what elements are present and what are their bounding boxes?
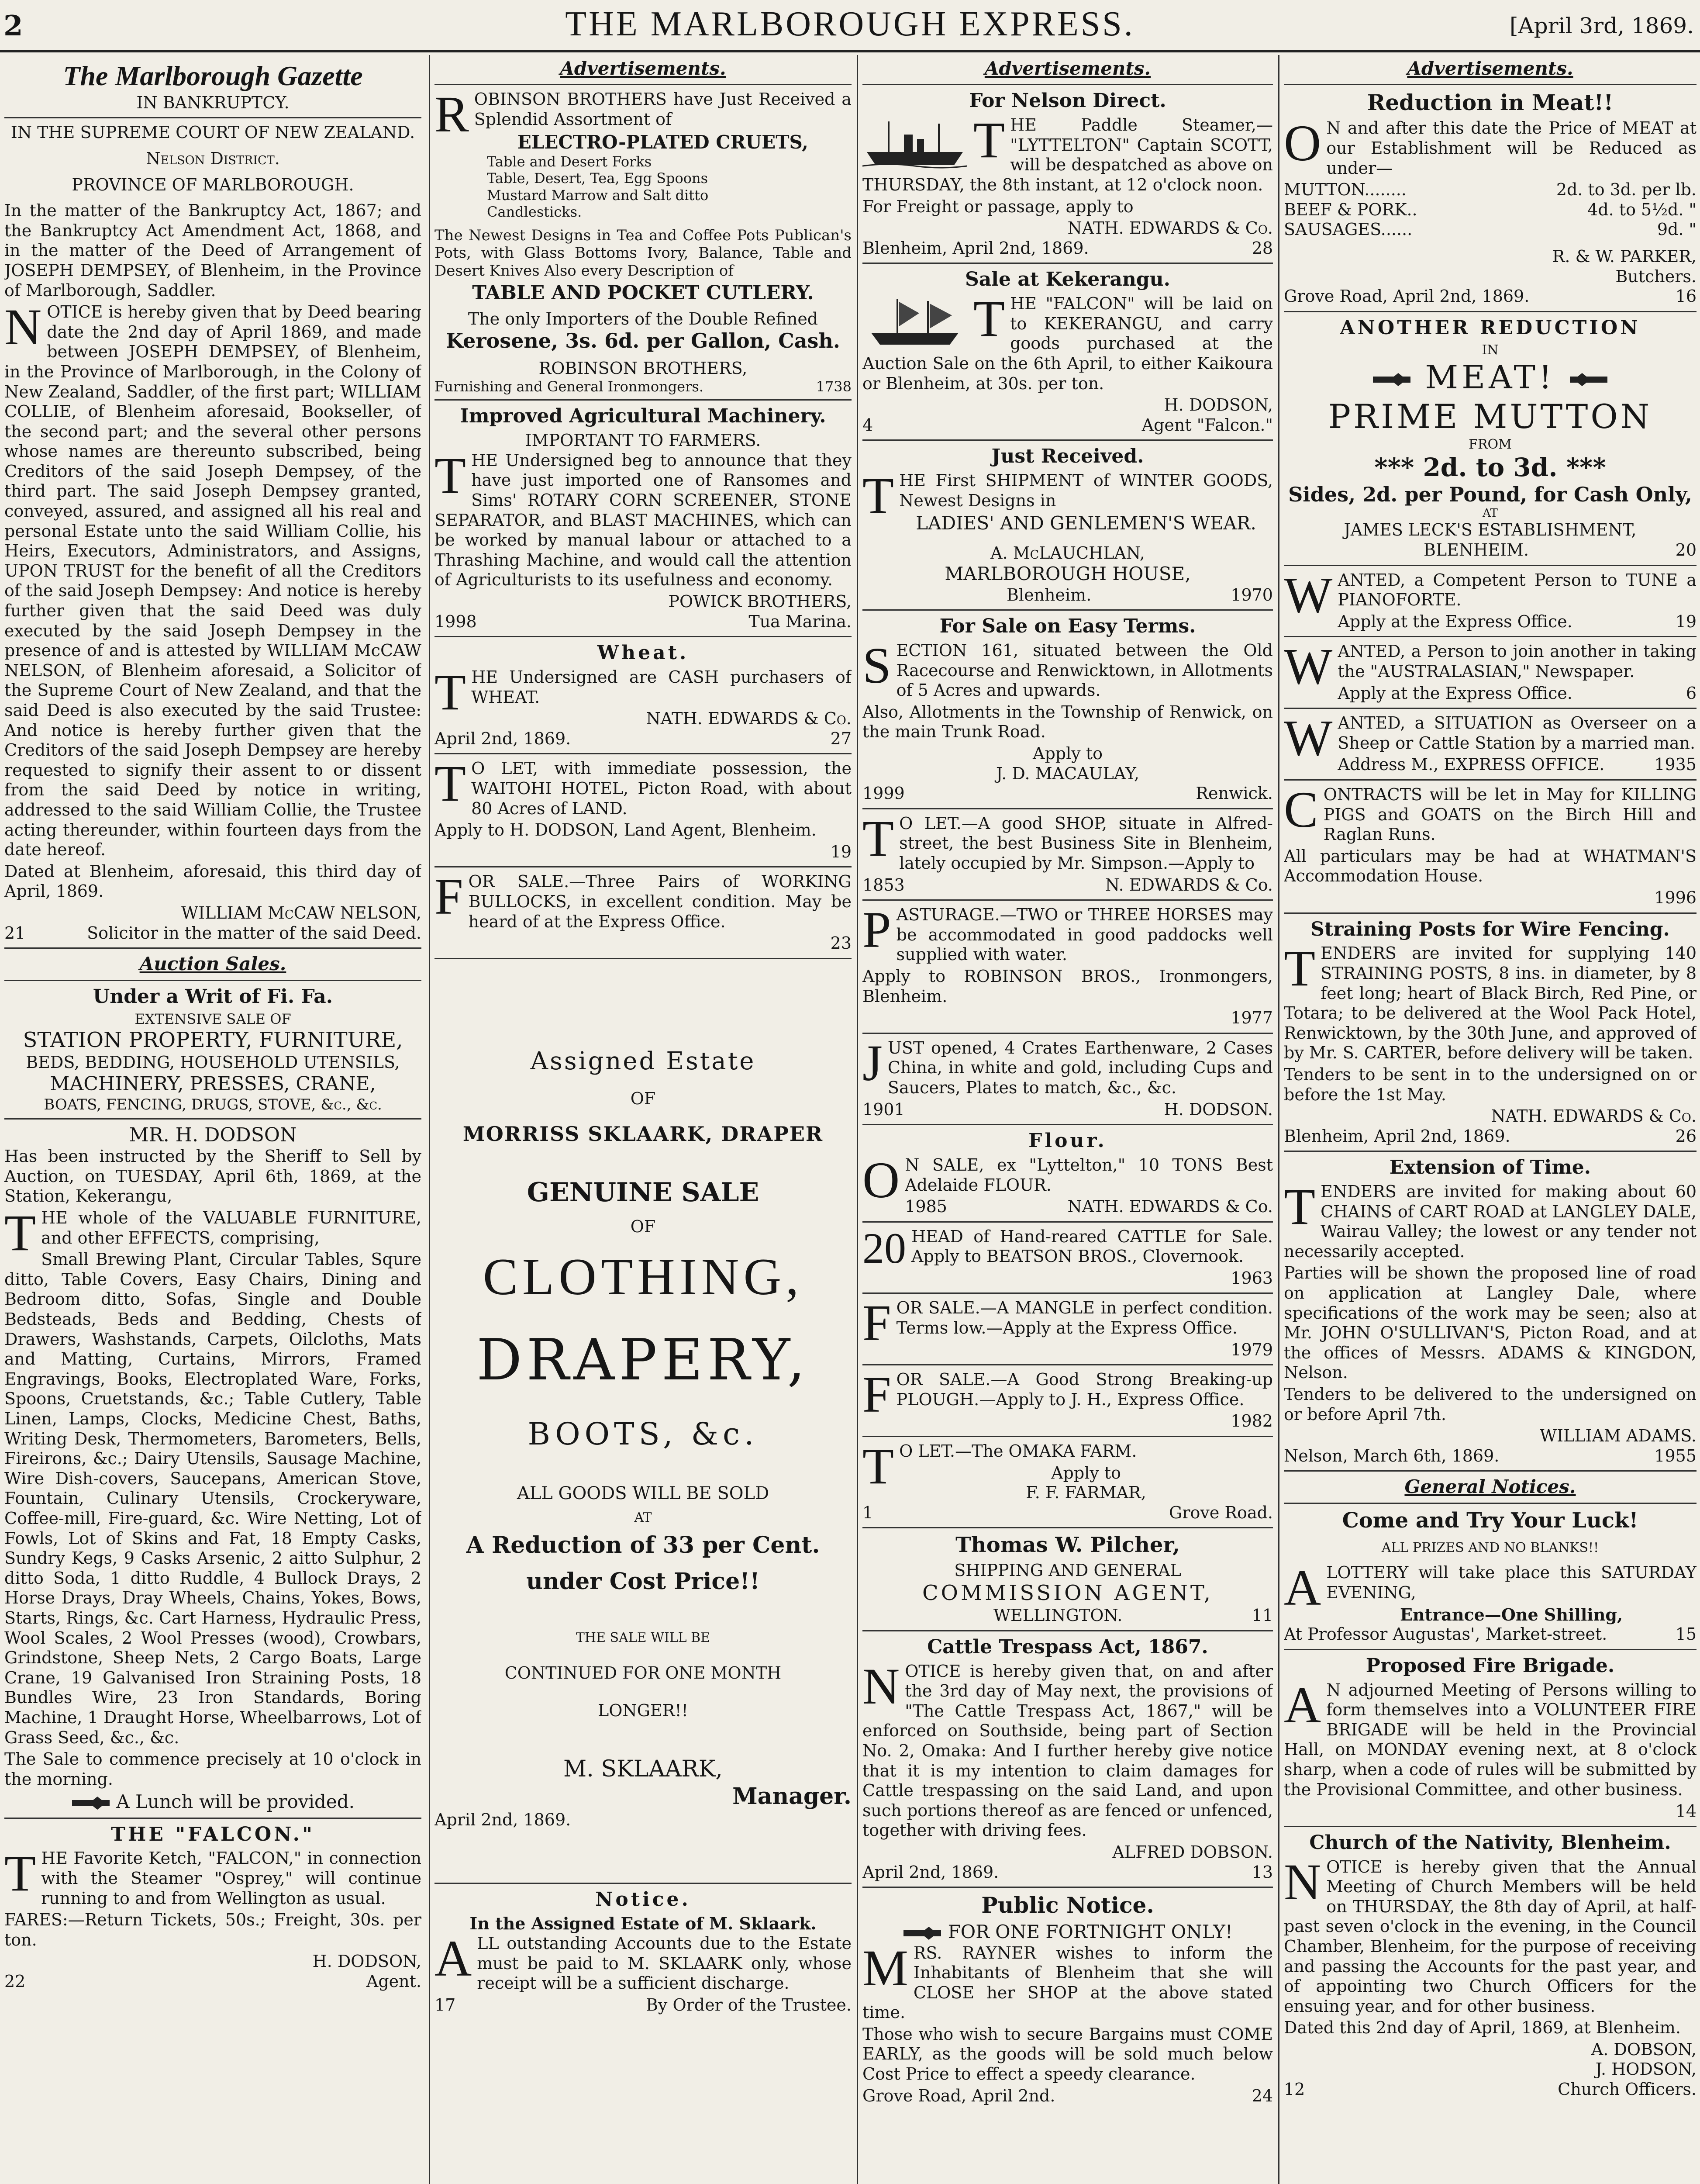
divider bbox=[862, 263, 1273, 264]
newspaper-title: THE MARLBOROUGH EXPRESS. bbox=[565, 5, 1135, 43]
price-row: BEEF & PORK.. 4d. to 5½d. " bbox=[1284, 200, 1697, 219]
pasturage-text: PASTURAGE.—TWO or THREE HORSES may be accommodated in good paddocks well supplied with water. bbox=[862, 901, 1273, 964]
general-title: General Notices. bbox=[1404, 1476, 1576, 1498]
cruets: ELECTRO-PLATED CRUETS, bbox=[517, 131, 808, 153]
church-title: Church of the Nativity, Blenheim. bbox=[1309, 1831, 1671, 1854]
received-text: THE First SHIPMENT of WINTER GOODS, Newest Designs in bbox=[862, 467, 1273, 525]
whole-text: THE whole of the VALUABLE FURNITURE, and other EFFECTS, comprising, bbox=[4, 1204, 421, 1262]
extension-title: Extension of Time. bbox=[1389, 1156, 1591, 1179]
divider bbox=[1284, 1151, 1697, 1152]
omaka-apply: Apply to bbox=[1051, 1463, 1121, 1482]
advertisements-header: Advertisements. bbox=[560, 58, 726, 79]
divider bbox=[1284, 1649, 1697, 1650]
pointing-hand-icon bbox=[1569, 372, 1608, 387]
divider bbox=[1284, 708, 1697, 709]
received-title: Just Received. bbox=[991, 445, 1144, 468]
general-foot: At Professor Augustas', Market-street. 15 bbox=[1284, 1624, 1697, 1644]
nelson-title: For Nelson Direct. bbox=[969, 90, 1166, 112]
trespass-title: Cattle Trespass Act, 1867. bbox=[927, 1635, 1208, 1658]
pointing-hand-icon bbox=[71, 1796, 110, 1811]
received-foot: Blenheim. 1970 bbox=[1007, 585, 1273, 605]
flour-title: Flour. bbox=[1028, 1130, 1107, 1152]
pointing-hand-icon bbox=[1372, 372, 1411, 387]
drop-cap: T bbox=[434, 755, 466, 812]
district: Nelson District. bbox=[146, 149, 280, 168]
bullocks-num: 23 bbox=[830, 933, 852, 953]
falcon-title: THE "FALCON." bbox=[111, 1823, 315, 1845]
divider bbox=[862, 1436, 1273, 1437]
sale-will: THE SALE WILL BE bbox=[576, 1630, 710, 1646]
steamer-icon bbox=[862, 117, 967, 169]
divider bbox=[434, 399, 852, 401]
divider bbox=[4, 117, 421, 118]
opened-foot: 1901 H. DODSON. bbox=[862, 1099, 1273, 1119]
drop-cap: T bbox=[1284, 1178, 1316, 1236]
piano-foot: Apply at the Express Office. 19 bbox=[1338, 612, 1697, 631]
designs-text: The Newest Designs in Tea and Coffee Pots Publican's Pots, with Glass Bottoms Ivory, Balance, Table and Desert Knives Also every Description of bbox=[434, 226, 852, 280]
under-cost: under Cost Price!! bbox=[526, 1568, 760, 1595]
column-rule bbox=[1278, 55, 1279, 2184]
notice-text: ALL outstanding Accounts due to the Estate must be paid to M. SKLAARK only, whose receipt will be a sufficient discharge. bbox=[434, 1930, 852, 1993]
another-at: AT bbox=[1483, 507, 1498, 520]
drop-cap: T bbox=[862, 467, 894, 525]
wheat-signer: NATH. EDWARDS & Co. bbox=[646, 709, 852, 729]
drop-cap: F bbox=[434, 868, 463, 926]
signature: WILLIAM McCAW NELSON, bbox=[181, 903, 421, 923]
divider bbox=[1284, 565, 1697, 566]
all-goods: ALL GOODS WILL BE SOLD bbox=[517, 1483, 769, 1504]
easy-also: Also, Allotments in the Township of Renwick, on the main Trunk Road. bbox=[862, 702, 1273, 742]
drop-cap: M bbox=[862, 1939, 908, 1997]
easy-title: For Sale on Easy Terms. bbox=[939, 615, 1196, 638]
fortnight-line: FOR ONE FORTNIGHT ONLY! bbox=[862, 1921, 1273, 1943]
nelson-foot: Blenheim, April 2nd, 1869. 28 bbox=[862, 238, 1273, 258]
auctioneer: MR. H. DODSON bbox=[129, 1123, 297, 1146]
divider bbox=[4, 980, 421, 981]
divider bbox=[862, 1221, 1273, 1223]
auction-section-title: Auction Sales. bbox=[139, 953, 286, 975]
gazette-subtitle: IN BANKRUPTCY. bbox=[136, 93, 290, 112]
pasturage-num: 1977 bbox=[1231, 1008, 1273, 1028]
kekerangu-text: THE "FALCON" will be laid on to KEKERANGU, and carry goods purchased at the Auction Sale on the 6th April, to either Kaikoura or Blenheim, at 30s. per ton. bbox=[862, 290, 1273, 393]
church-foot: 12 Church Officers. bbox=[1284, 2080, 1697, 2099]
divider bbox=[434, 84, 852, 85]
posts-foot: Blenheim, April 2nd, 1869. 26 bbox=[1284, 1126, 1697, 1146]
reduction: A Reduction of 33 per Cent. bbox=[466, 1532, 820, 1559]
omaka-text: T O LET.—The OMAKA FARM. bbox=[862, 1438, 1137, 1495]
issue-date: [April 3rd, 1869. bbox=[1509, 13, 1694, 38]
sailing-ship-icon bbox=[862, 296, 967, 348]
contracts-text: CONTRACTS will be let in May for KILLING PIGS and GOATS on the Birch Hill and Raglan Runs. bbox=[1284, 781, 1697, 844]
ladies-line: LADIES' AND GENLEMEN'S WEAR. bbox=[916, 512, 1256, 534]
extension-signer: WILLIAM ADAMS. bbox=[1540, 1426, 1697, 1446]
flour-text: O N SALE, ex "Lyttelton," 10 TONS Best Adelaide FLOUR. bbox=[862, 1151, 1273, 1209]
lunch-line: A Lunch will be provided. bbox=[4, 1791, 421, 1813]
divider bbox=[4, 947, 421, 949]
posts-signer: NATH. EDWARDS & Co. bbox=[1491, 1106, 1697, 1126]
drop-cap: T bbox=[1284, 940, 1316, 997]
nelson-signer: NATH. EDWARDS & Co. bbox=[1067, 218, 1273, 238]
lottery-text: ALOTTERY will take place this SATURDAY EVENING, bbox=[1284, 1559, 1697, 1617]
public-text: MRS. RAYNER wishes to inform the Inhabitants of Blenheim that she will CLOSE her SHOP at the above stated time. bbox=[862, 1939, 1273, 2022]
robinson-text: ROBINSON BROTHERS have Just Received a Splendid Assortment of bbox=[434, 86, 852, 143]
extension-tenders: Tenders to be delivered to the undersigned on or before April 7th. bbox=[1284, 1385, 1697, 1424]
drop-cap: T bbox=[434, 446, 466, 504]
pilcher-name: Thomas W. Pilcher, bbox=[955, 1533, 1180, 1558]
column-1 bbox=[4, 55, 421, 2184]
sides-line: Sides, 2d. per Pound, for Cash Only, bbox=[1288, 483, 1692, 507]
another-in: IN bbox=[1482, 342, 1499, 358]
drop-cap: T bbox=[973, 111, 1005, 169]
falcon-signer: H. DODSON, bbox=[312, 1952, 421, 1971]
waitohi-text: T O LET, with immediate possession, the WAITOHI HOTEL, Picton Road, with about 80 Acres of LAND. bbox=[434, 755, 852, 818]
masthead bbox=[0, 0, 1700, 52]
public-title: Public Notice. bbox=[981, 1892, 1154, 1918]
column-4 bbox=[1284, 55, 1697, 2184]
drop-cap: S bbox=[862, 637, 891, 695]
pilcher-line2: COMMISSION AGENT, bbox=[922, 1580, 1214, 1605]
trespass-foot: April 2nd, 1869. 13 bbox=[862, 1862, 1273, 1882]
meat-role: Butchers. bbox=[1615, 266, 1697, 286]
contracts-num: 1996 bbox=[1654, 888, 1697, 907]
province: PROVINCE OF MARLBOROUGH. bbox=[72, 175, 354, 194]
drop-cap: C bbox=[1284, 781, 1318, 839]
list-item: Table and Desert Forks bbox=[487, 153, 652, 170]
pointing-hand-icon bbox=[903, 1926, 942, 1941]
longer: LONGER!! bbox=[598, 1700, 688, 1720]
wheat-text: THE Undersigned are CASH purchasers of WHEAT. bbox=[434, 663, 852, 721]
kekerangu-signer: H. DODSON, bbox=[1164, 395, 1273, 415]
divider bbox=[1284, 912, 1697, 914]
waitohi-num: 19 bbox=[830, 842, 852, 861]
divider bbox=[1284, 311, 1697, 312]
kekerangu-foot: 4 Agent "Falcon." bbox=[862, 415, 1273, 435]
drop-cap: F bbox=[862, 1294, 891, 1352]
divider bbox=[1284, 1470, 1697, 1472]
drop-cap: W bbox=[1284, 709, 1333, 767]
meat-signer: R. & W. PARKER, bbox=[1552, 246, 1697, 266]
divider bbox=[1284, 84, 1697, 85]
column-rule bbox=[429, 55, 430, 2184]
drop-cap: F bbox=[862, 1366, 891, 1424]
drop-cap: J bbox=[862, 1034, 883, 1092]
divider bbox=[434, 958, 852, 959]
continued: CONTINUED FOR ONE MONTH bbox=[504, 1663, 782, 1683]
notice-foot: 17 By Order of the Trustee. bbox=[434, 1995, 852, 2015]
notice-title: Notice. bbox=[595, 1888, 691, 1911]
public-those: Those who wish to secure Bargains must COME EARLY, as the goods will be sold much below Cost Price to effect a speedy clearance. bbox=[862, 2024, 1273, 2084]
divider bbox=[862, 439, 1273, 441]
cattle-text: 20 HEAD of Hand-reared CATTLE for Sale. Apply to BEATSON BROS., Clovernook. bbox=[862, 1223, 1273, 1272]
church-sig1: A. DOBSON, bbox=[1591, 2039, 1697, 2059]
manager: Manager. bbox=[732, 1783, 852, 1810]
gazette-title: The Marlborough Gazette bbox=[63, 60, 363, 91]
writ-heading: Under a Writ of Fi. Fa. bbox=[93, 985, 333, 1008]
piano-text: WANTED, a Competent Person to TUNE a PIANOFORTE. bbox=[1284, 566, 1697, 624]
flour-foot: 1985 NATH. EDWARDS & Co. bbox=[905, 1197, 1273, 1216]
divider bbox=[862, 1887, 1273, 1888]
station-line: STATION PROPERTY, FURNITURE, bbox=[23, 1027, 403, 1052]
easy-foot: 1999 Renwick. bbox=[862, 784, 1273, 803]
divider bbox=[1284, 1826, 1697, 1827]
church-sig2: J. HODSON, bbox=[1595, 2060, 1697, 2079]
wheat-title: Wheat. bbox=[597, 642, 689, 664]
opened-text: JUST opened, 4 Crates Earthenware, 2 Cases China, in white and gold, including Cups and Saucers, Plates to match, &c., &c. bbox=[862, 1034, 1273, 1097]
overseer-text: WANTED, a SITUATION as Overseer on a Sheep or Cattle Station by a married man. bbox=[1284, 709, 1697, 767]
pilcher-line1: SHIPPING AND GENERAL bbox=[954, 1561, 1181, 1580]
falcon-foot: 22 Agent. bbox=[4, 1972, 421, 1991]
bullocks-text: FOR SALE.—Three Pairs of WORKING BULLOCKS, in excellent condition. May be heard of at the Express Office. bbox=[434, 868, 852, 931]
advertisements-header: Advertisements. bbox=[1407, 58, 1573, 79]
price-row: MUTTON........ 2d. to 3d. per lb. bbox=[1284, 180, 1697, 200]
importers: The only Importers of the Double Refined bbox=[468, 309, 818, 328]
nelson-text: THE Paddle Steamer,— "LYTTELTON" Captain SCOTT, will be despatched as above on THURSDAY, the 8th instant, at 12 o'clock noon. bbox=[862, 111, 1273, 194]
of-2: OF bbox=[630, 1216, 656, 1236]
omaka-foot: 1 Grove Road. bbox=[862, 1503, 1273, 1522]
drop-cap: N bbox=[1284, 1853, 1321, 1911]
robinson-foot: Furnishing and General Ironmongers. 1738 bbox=[434, 378, 852, 395]
divider bbox=[4, 1818, 421, 1819]
extension-foot: Nelson, March 6th, 1869. 1955 bbox=[1284, 1446, 1697, 1465]
come-line: Come and Try Your Luck! bbox=[1342, 1508, 1638, 1533]
extension-text: TENDERS are invited for making about 60 CHAINS of CART ROAD at LANGLEY DALE, Wairau Valley; the lowest or any tender not necessarily accepted. bbox=[1284, 1178, 1697, 1261]
overseer-foot: Address M., EXPRESS OFFICE. 1935 bbox=[1338, 755, 1697, 774]
wheat-foot: April 2nd, 1869. 27 bbox=[434, 729, 852, 748]
drop-cap: A bbox=[1284, 1676, 1321, 1734]
another-from: FROM bbox=[1469, 436, 1512, 452]
matter-text: In the matter of the Bankruptcy Act, 1867; and the Bankruptcy Act Amendment Act, 1868, and in the matter of the Deed of Arrangement of JOSEPH DEMPSEY, of Blenheim, in the Province of Marlborough, Saddler. bbox=[4, 201, 421, 300]
falcon-text: THE Favorite Ketch, "FALCON," in connection with the Steamer "Osprey," will continue running to and from Wellington as usual. bbox=[4, 1845, 421, 1908]
shop-text: T O LET.—A good SHOP, situate in Alfred-street, the best Business Site in Blenheim, lately occupied by Mr. Simpson.—Apply to bbox=[862, 809, 1273, 873]
of-1: OF bbox=[630, 1089, 656, 1108]
machinery-signer: POWICK BROTHERS, bbox=[668, 592, 852, 612]
cruet-list bbox=[434, 153, 852, 221]
machinery-foot: 1998 Tua Marina. bbox=[434, 612, 852, 631]
leck: JAMES LECK'S ESTABLISHMENT, bbox=[1344, 520, 1637, 540]
dated-line: Dated at Blenheim, aforesaid, this third day of April, 1869. bbox=[4, 861, 421, 901]
shop-foot: 1853 N. EDWARDS & Co. bbox=[862, 875, 1273, 895]
plough-num: 1982 bbox=[1231, 1411, 1273, 1431]
australasian-foot: Apply at the Express Office. 6 bbox=[1338, 683, 1697, 703]
drop-number: 20 bbox=[862, 1223, 906, 1272]
posts-title: Straining Posts for Wire Fencing. bbox=[1310, 918, 1670, 940]
drop-cap: W bbox=[1284, 638, 1333, 695]
divider bbox=[4, 1118, 421, 1120]
drop-cap: P bbox=[862, 901, 891, 959]
divider bbox=[862, 1630, 1273, 1631]
pilcher-foot: WELLINGTON. 11 bbox=[993, 1606, 1273, 1625]
trespass-signer: ALFRED DOBSON. bbox=[1112, 1842, 1273, 1862]
sig-line: 21 Solicitor in the matter of the said Deed. bbox=[4, 923, 421, 943]
mangle-text: FOR SALE.—A MANGLE in perfect condition. Terms low.—Apply at the Express Office. bbox=[862, 1294, 1273, 1352]
meat-prices bbox=[1284, 180, 1697, 240]
omaka-signer: F. F. FARMAR, bbox=[1026, 1483, 1146, 1503]
extension-parties: Parties will be shown the proposed line of road on application at Langley Dale, where specifications of the work may be seen; also at Mr. JOHN O'SULLIVAN'S, Picton Road, and at the offices of Messrs. ADAMS & KINGDON, Nelson. bbox=[1284, 1263, 1697, 1382]
cattle-num: 1963 bbox=[1231, 1268, 1273, 1288]
divider bbox=[1284, 1503, 1697, 1504]
machinery-sub: IMPORTANT TO FARMERS. bbox=[525, 431, 761, 450]
drop-cap: T bbox=[862, 1438, 894, 1495]
divider bbox=[862, 1527, 1273, 1528]
brigade-num: 14 bbox=[1675, 1801, 1697, 1821]
machinery-title: Improved Agricultural Machinery. bbox=[460, 405, 826, 428]
sklaark-signer: M. SKLAARK, bbox=[563, 1756, 723, 1783]
drapery: DRAPERY, bbox=[476, 1327, 810, 1393]
divider bbox=[434, 866, 852, 867]
drop-cap: T bbox=[4, 1845, 36, 1902]
page-number: 2 bbox=[3, 10, 23, 42]
fares-text: FARES:—Return Tickets, 50s.; Freight, 30s. per ton. bbox=[4, 1910, 421, 1949]
meat-banner: MEAT! bbox=[1284, 358, 1697, 397]
meat-text: O N and after this date the Price of MEAT at our Establishment will be Reduced as under— bbox=[1284, 114, 1697, 178]
prizes-line: ALL PRIZES AND NO BLANKS!! bbox=[1381, 1540, 1599, 1556]
drop-cap: N bbox=[4, 298, 42, 356]
machinery-line: MACHINERY, PRESSES, CRANE, bbox=[50, 1072, 376, 1095]
assigned-estate: Assigned Estate bbox=[530, 1047, 756, 1075]
pasturage-apply: Apply to ROBINSON BROS., Ironmongers, Blenheim. bbox=[862, 966, 1273, 1006]
drop-cap: T bbox=[434, 663, 466, 721]
church-dated: Dated this 2nd day of April, 1869, at Blenheim. bbox=[1284, 2018, 1681, 2038]
robinson-firm: ROBINSON BROTHERS, bbox=[538, 358, 748, 378]
beds-line: BEDS, BEDDING, HOUSEHOLD UTENSILS, bbox=[26, 1053, 400, 1072]
list-item: Table, Desert, Tea, Egg Spoons bbox=[487, 170, 708, 187]
church-text: NOTICE is hereby given that the Annual Meeting of Church Members will be held on THURSDAY, the 8th day of April, at half-past seven o'clock in the evening, in the Council Chamber, Blenheim, for the purpose of receiving and passing the Accounts for the past year, and of appointing two Church Officers for the ensuing year, and for other business. bbox=[1284, 1853, 1697, 2016]
prime-mutton: PRIME MUTTON bbox=[1328, 397, 1652, 436]
column-2 bbox=[434, 55, 852, 2184]
another-foot: BLENHEIM. 20 bbox=[1424, 540, 1697, 560]
at-line: AT bbox=[634, 1510, 652, 1526]
drop-cap: A bbox=[1284, 1559, 1321, 1617]
drop-cap: W bbox=[1284, 566, 1333, 624]
divider bbox=[862, 808, 1273, 809]
divider bbox=[862, 899, 1273, 901]
public-foot: Grove Road, April 2nd. 24 bbox=[862, 2086, 1273, 2105]
easy-apply: Apply to bbox=[1033, 744, 1103, 764]
trespass-text: NOTICE is hereby given that, on and after the 3rd day of May next, the provisions of "The Cattle Trespass Act, 1867," will be enforced on Southside, being part of Section No. 2, Omaka: And I further hereby give notice that it is my intention to claim damages for Cattle trespassing on the said Land, and upon such portions thereof as are fenced or unfenced, together with driving fees. bbox=[862, 1657, 1273, 1840]
boats-line: BOATS, FENCING, DRUGS, STOVE, &c., &c. bbox=[44, 1095, 382, 1113]
column-3 bbox=[862, 55, 1273, 2184]
boots: BOOTS, &c. bbox=[528, 1416, 759, 1452]
plough-text: FOR SALE.—A Good Strong Breaking-up PLOUGH.—Apply to J. H., Express Office. bbox=[862, 1366, 1273, 1424]
divider bbox=[862, 1124, 1273, 1125]
court-heading: IN THE SUPREME COURT OF NEW ZEALAND. bbox=[10, 123, 415, 142]
items-list: Small Brewing Plant, Circular Tables, Squre ditto, Table Covers, Easy Chairs, Dining and Bedroom ditto, Sofas, Single and Double Bedsteads, Beds and Bedding, Chests of Drawers, Washstands, Carpets, Oilcloths, Mats and Matting, Curtains, Mirrors, Framed Engravings, Books, Electroplated Ware, Forks, Spoons, Cruetstands, &c.; Table Cutlery, Table Linen, Lamps, Clocks, Medicine Chest, Baths, Writing Desk, Thermometers, Barometers, Bells, Fireirons, &c.; Dairy Utensils, Sausage Machine, Wire Dish-covers, Saucepans, American Stove, Fountain, Culinary Utensils, Crockeryware, Coffee-mill, Fire-guard, &c. Wire Netting, Lot of Fowls, Lot of Skins and Fat, 18 Empty Casks, Sundry Kegs, 9 Casks Arsenic, 2 aitto Sulphur, 2 ditto Soda, 1 ditto Ruddle, 4 Bullock Drays, 2 Horse Drays, Dray Wheels, Chains, Yokes, Bows, Starts, Rings, &c. Cart Harness, Hydraulic Press, Wool Scales, 2 Wool Presses (wood), Crowbars, Grindstone, Sheep Nets, 2 Cargo Boats, Large Crane, 19 Galvanised Iron Straining Posts, 18 Bundles Wire, 23 Iron Standards, Boring Machine, 1 Draught Horse, Wheelbarrows, Lot of Grass Seed, &c., &c. bbox=[4, 1250, 421, 1747]
price-row: SAUSAGES...... 9d. " bbox=[1284, 220, 1697, 239]
instructed-text: Has been instructed by the Sheriff to Sell by Auction, on TUESDAY, April 6th, 1869, at the Station, Kekerangu, bbox=[4, 1147, 421, 1206]
australasian-text: WANTED, a Person to join another in taking the "AUSTRALASIAN," Newspaper. bbox=[1284, 638, 1697, 695]
another-price: *** 2d. to 3d. *** bbox=[1374, 452, 1606, 482]
easy-signer: J. D. MACAULAY, bbox=[996, 764, 1139, 783]
drop-cap: A bbox=[434, 1930, 472, 1987]
nelson-freight: For Freight or passage, apply to bbox=[862, 197, 1134, 216]
divider bbox=[434, 1883, 852, 1884]
meat-foot: Grove Road, April 2nd, 1869. 16 bbox=[1284, 287, 1697, 306]
another-title: ANOTHER REDUCTION bbox=[1340, 316, 1641, 339]
commence-text: The Sale to commence precisely at 10 o'clock in the morning. bbox=[4, 1749, 421, 1789]
divider bbox=[862, 1364, 1273, 1365]
meat-title: Reduction in Meat!! bbox=[1367, 90, 1614, 116]
bankruptcy-notice: NOTICE is hereby given that by Deed bearing date the 2nd day of April 1869, and made between JOSEPH DEMPSEY, of Blenheim, in the Province of Marlborough, in the Colony of New Zealand, Saddler, of the first part; WILLIAM COLLIE, of Blenheim aforesaid, Bookseller, of the second part; and the several other persons whose names are thereunto subscribed, being Creditors of the said Joseph Dempsey, of the third part. The said Joseph Dempsey granted, conveyed, assured, and assigned all his real and personal Estate unto the said William Collie, his Heirs, Executors, Administrators, and Assigns, UPON TRUST for the benefit of all the Creditors of the said Joseph Dempsey: And notice is hereby further given that the said Deed was duly executed by the said Joseph Dempsey in the presence of and is attested by WILLIAM McCAW NELSON, of Blenheim aforesaid, a Solicitor of the Supreme Court of New Zealand, and that the said Deed is also executed by the said Trustee: And notice is hereby further given that the Creditors of the said Joseph Dempsey are hereby requested to signify their assent to or dissent from the said Deed by notice in writing, addressed to the said William Collie, the Trustee acting thereunder, within fourteen days from the date hereof. bbox=[4, 298, 421, 860]
drop-cap: O bbox=[1284, 114, 1321, 172]
divider bbox=[434, 636, 852, 637]
divider bbox=[434, 753, 852, 754]
extensive: EXTENSIVE SALE OF bbox=[134, 1011, 291, 1028]
posts-text: TENDERS are invited for supplying 140 STRAINING POSTS, 8 ins. in diameter, by 8 feet long; heart of Black Birch, Red Pine, or Totara; to be delivered at the Wool Pack Hotel, Renwicktown, by the 30th June, and approved of by Mr. S. CARTER, before delivery will be taken. bbox=[1284, 940, 1697, 1063]
brigade-text: A N adjourned Meeting of Persons willing to form themselves into a VOLUNTEER FIRE BRIGADE will be held in the Provincial Hall, on MONDAY evening next, at 8 o'clock sharp, when a code of rules will be submitted by the Provisional Committee, and other business. bbox=[1284, 1676, 1697, 1799]
drop-cap: T bbox=[4, 1204, 36, 1262]
easy-text: SECTION 161, situated between the Old Racecourse and Renwicktown, in Allotments of 5 Acres and upwards. bbox=[862, 637, 1273, 700]
drop-cap: R bbox=[434, 86, 469, 143]
contracts-all: All particulars may be had at WHATMAN'S Accommodation House. bbox=[1284, 846, 1697, 886]
divider bbox=[862, 1033, 1273, 1034]
cutlery: TABLE AND POCKET CUTLERY. bbox=[472, 281, 814, 304]
drop-cap: O bbox=[862, 1151, 900, 1209]
notice-sub: In the Assigned Estate of M. Sklaark. bbox=[469, 1914, 817, 1934]
waitohi-apply: Apply to H. DODSON, Land Agent, Blenheim. bbox=[434, 820, 817, 840]
kekerangu-title: Sale at Kekerangu. bbox=[965, 268, 1170, 291]
divider bbox=[1284, 779, 1697, 781]
divider bbox=[1284, 636, 1697, 637]
received-signer: A. McLAUCHLAN, bbox=[990, 543, 1145, 563]
brigade-title: Proposed Fire Brigade. bbox=[1366, 1654, 1615, 1677]
column-rule bbox=[857, 55, 858, 2184]
list-item: Candlesticks. bbox=[487, 204, 582, 221]
mangle-num: 1979 bbox=[1231, 1340, 1273, 1359]
divider bbox=[862, 1292, 1273, 1294]
assigned-date: April 2nd, 1869. bbox=[434, 1810, 571, 1830]
drop-cap: N bbox=[862, 1657, 900, 1715]
clothing: CLOTHING, bbox=[483, 1248, 803, 1306]
machinery-text: THE Undersigned beg to announce that they have just imported one of Ransomes and Sims' ROTARY CORN SCREENER, STONE SEPARATOR, and BLAST MACHINES, which can be worked by manual labour or attached to a Thrashing Machine, and would call the attention of Agriculturists to its usefulness and economy. bbox=[434, 446, 852, 590]
genuine-sale: GENUINE SALE bbox=[527, 1177, 759, 1208]
drop-cap: T bbox=[973, 290, 1005, 348]
drop-cap: T bbox=[862, 809, 894, 867]
sklaark-name: MORRISS SKLAARK, DRAPER bbox=[462, 1122, 824, 1146]
entrance-line: Entrance—One Shilling, bbox=[1400, 1604, 1623, 1624]
advertisements-header: Advertisements. bbox=[984, 58, 1151, 79]
divider bbox=[862, 84, 1273, 85]
posts-tenders: Tenders to be sent in to the undersigned on or before the 1st May. bbox=[1284, 1064, 1697, 1104]
list-item: Mustard Marrow and Salt ditto bbox=[487, 187, 709, 204]
kerosene: Kerosene, 3s. 6d. per Gallon, Cash. bbox=[446, 329, 840, 353]
marlborough-house: MARLBOROUGH HOUSE, bbox=[945, 563, 1191, 585]
divider bbox=[862, 609, 1273, 611]
